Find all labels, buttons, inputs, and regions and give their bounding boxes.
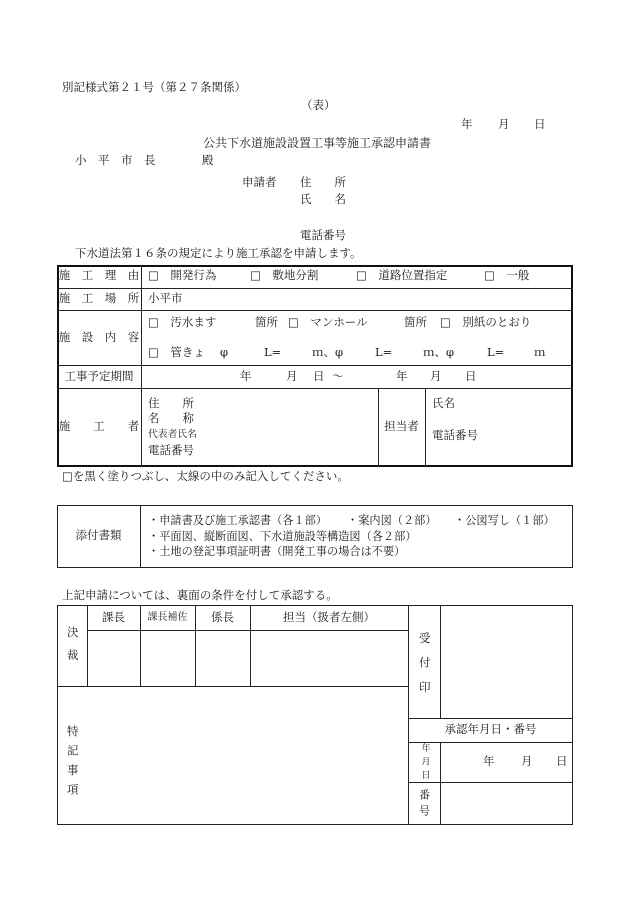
- facility-label: 施 設 内 容: [58, 330, 140, 344]
- label-column-divider: [141, 265, 142, 467]
- decision-label-cell: [57, 626, 87, 672]
- schedule-end-month: 月: [430, 369, 442, 383]
- decision-label: 決裁: [65, 626, 80, 672]
- facility-option-pipe: □ 管きょ: [148, 345, 205, 359]
- form-number: 別記様式第２１号（第２７条関係）: [62, 80, 246, 94]
- attachments-label: 添付書類: [75, 528, 122, 542]
- approval-date-day: 日: [556, 754, 568, 768]
- column-divider: [425, 388, 426, 467]
- subsection-chief-header: 係長: [211, 610, 234, 624]
- contractor-company-label: 名 称: [148, 411, 194, 425]
- reason-option-general: □ 一般: [484, 268, 530, 282]
- pipe-diameter-symbol: φ: [220, 345, 229, 359]
- date-label: 年月日: [419, 743, 430, 784]
- pipe-unit-diameter: ｍ、φ: [312, 345, 344, 359]
- schedule-end-day: 日: [465, 369, 477, 383]
- reason-option-lot-split: □ 敷地分割: [250, 268, 319, 282]
- attachment-item: ・案内図（２部）: [347, 514, 437, 527]
- deputy-chief-header: 課長補佐: [147, 612, 188, 623]
- applicant-address-label: 住 所: [300, 175, 346, 189]
- row-divider: [87, 630, 408, 631]
- column-divider: [440, 605, 441, 718]
- applicant-name-label: 氏 名: [300, 192, 346, 206]
- approval-statement: 上記申請については、裏面の条件を付して承認する。: [62, 588, 338, 602]
- pipe-length-label: L=: [264, 345, 282, 359]
- attachment-item: ・平面図、縦断面図、下水道施設等構造図（各２部）: [148, 530, 417, 543]
- pipe-unit-diameter: ｍ、φ: [423, 345, 455, 359]
- contact-name-label: 氏名: [432, 396, 455, 410]
- approval-date-number-label: 承認年月日・番号: [444, 722, 537, 736]
- facility-option-sewage-basin: □ 汚水ます: [148, 315, 217, 329]
- schedule-start-year: 年: [240, 369, 252, 383]
- column-divider: [440, 742, 441, 825]
- staff-header: 担当（扱者左側）: [283, 610, 375, 624]
- schedule-label: 工事予定期間: [64, 369, 134, 383]
- contact-phone-label: 電話番号: [432, 428, 478, 442]
- notes-label-cell: [57, 725, 87, 803]
- location-label: 施 工 場 所: [58, 291, 140, 305]
- contact-person-label: 担当者: [384, 419, 419, 433]
- applicant-phone-label: 電話番号: [300, 228, 346, 242]
- row-divider: [57, 686, 408, 687]
- column-divider: [140, 505, 141, 568]
- number-label: 番号: [417, 789, 431, 821]
- row-divider: [57, 310, 573, 311]
- addressee: 小 平 市 長: [75, 153, 156, 167]
- reason-option-development: □ 開発行為: [148, 268, 217, 282]
- contractor-phone-label: 電話番号: [148, 443, 194, 457]
- approval-date-month: 月: [521, 754, 533, 768]
- side-label: （表）: [301, 98, 336, 112]
- date-month-label: 月: [498, 117, 510, 131]
- facility-count-unit: 箇所: [255, 315, 278, 329]
- contractor-label: 施 工 者: [58, 419, 140, 433]
- section-chief-header: 課長: [102, 610, 125, 624]
- row-divider: [57, 288, 573, 289]
- facility-option-manhole: □ マンホール: [288, 315, 368, 329]
- notes-label: 特記事項: [65, 725, 80, 803]
- contractor-representative-label: 代表者氏名: [148, 429, 197, 440]
- attachment-item: ・公図写し（１部）: [454, 514, 555, 527]
- applicant-label: 申請者: [242, 175, 277, 189]
- fill-instruction: □を黒く塗りつぶし、太線の中のみ記入してください。: [62, 469, 349, 483]
- form-title: 公共下水道施設設置工事等施工承認申請書: [203, 136, 432, 150]
- facility-count-unit: 箇所: [404, 315, 427, 329]
- location-value: 小平市: [148, 291, 183, 305]
- schedule-start-day: 日: [313, 369, 325, 383]
- attachment-item: ・申請書及び施工承認書（各１部）: [148, 514, 328, 527]
- honorific: 殿: [202, 153, 214, 167]
- receipt-stamp-label-cell: [408, 632, 440, 706]
- facility-option-separate-sheet: □ 別紙のとおり: [440, 315, 532, 329]
- row-divider: [408, 718, 573, 719]
- schedule-range-separator: ～: [332, 369, 344, 383]
- reason-label: 施 工 理 由: [58, 268, 140, 282]
- number-label-cell: [408, 789, 440, 821]
- date-year-label: 年: [461, 117, 473, 131]
- approval-date-year: 年: [483, 754, 495, 768]
- approval-table: [57, 605, 573, 825]
- reason-option-road-designation: □ 道路位置指定: [356, 268, 448, 282]
- pipe-length-label: L=: [375, 345, 393, 359]
- contractor-address-label: 住 所: [148, 396, 194, 410]
- attachment-item: ・土地の登記事項証明書（開発工事の場合は不要）: [148, 545, 406, 558]
- pipe-unit: ｍ: [534, 345, 546, 359]
- receipt-stamp-label: 受付印: [417, 632, 432, 706]
- pipe-length-label: L=: [487, 345, 505, 359]
- date-label-cell: [408, 743, 440, 784]
- date-day-label: 日: [534, 117, 546, 131]
- application-statement: 下水道法第１６条の規定により施工承認を申請します。: [75, 246, 362, 260]
- row-divider: [57, 388, 573, 389]
- schedule-start-month: 月: [286, 369, 298, 383]
- row-divider: [57, 365, 573, 366]
- schedule-end-year: 年: [396, 369, 408, 383]
